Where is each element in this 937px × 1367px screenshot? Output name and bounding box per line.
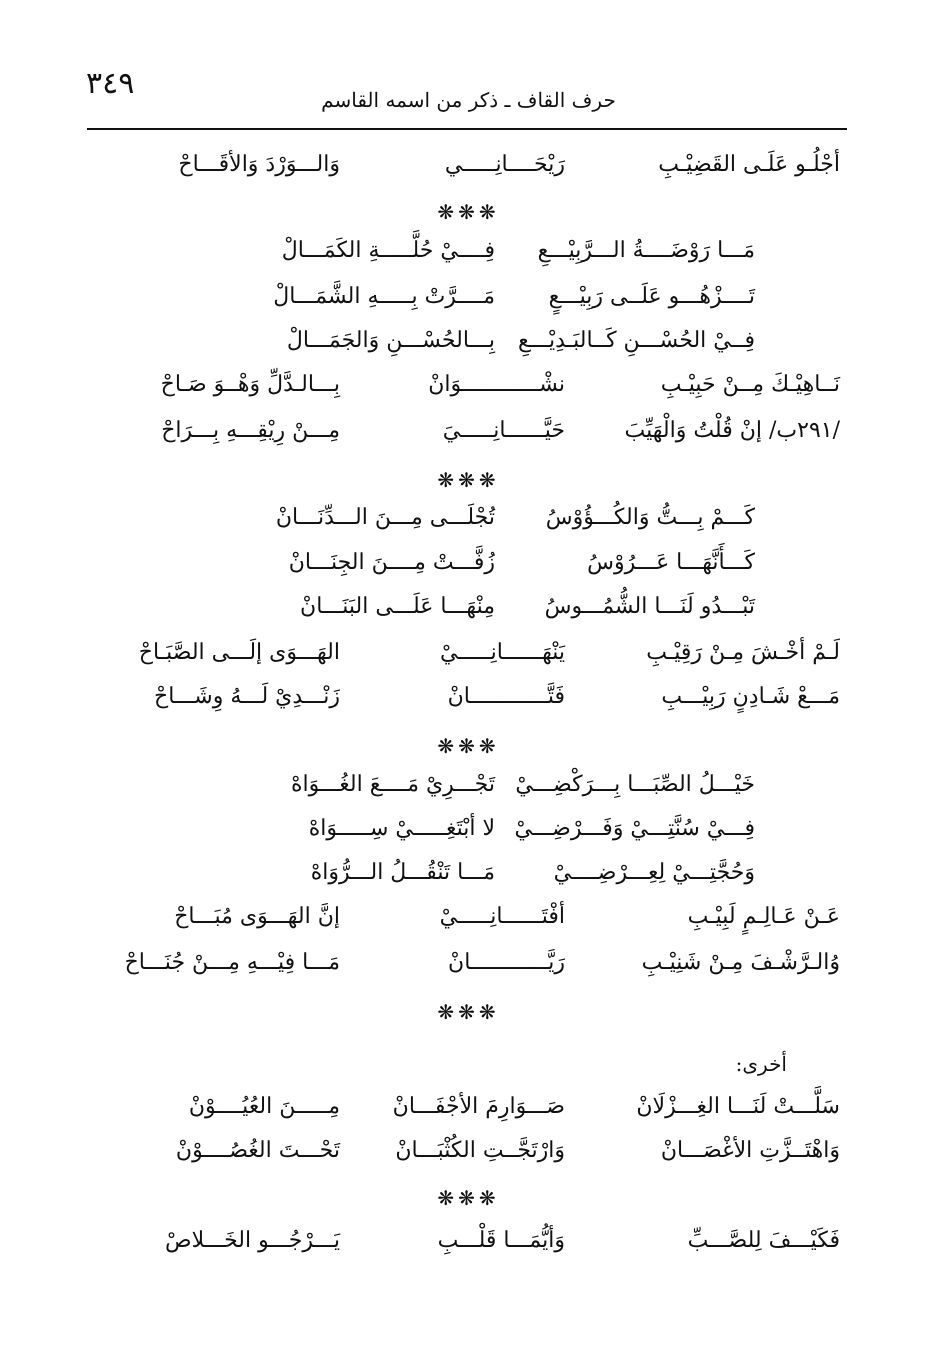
verse-part: مَـــا فِيْـــهِ مِـــنْ جُنَـــاحْ: [124, 950, 340, 975]
verse-part: مِنْهَـــا عَلَـــى البَنَـــانْ: [300, 594, 495, 619]
verse-part: لَـمْ أخْـشَ مِـنْ رَقِيْـبِ: [646, 640, 840, 665]
verse-line: [90, 1138, 840, 1178]
verse-part: مَــــرَّتْ بِـــــهِ الشَّمَـــالْ: [273, 284, 495, 309]
verse-line: [90, 772, 840, 812]
verse-part: عَـنْ عَـالِـمٍ لَبِيْـبِ: [687, 904, 840, 929]
verse-part: أفْتَــــــانِـــــيْ: [439, 904, 565, 929]
verse-line: [90, 284, 840, 324]
verse-line: [90, 860, 840, 900]
verse-part: بِـــالـدَّلِّ وَهْــوَ صَـاحْ: [160, 372, 340, 397]
verse-part: مَـــا رَوْضَــــةُ الـــرَّبِيْـــعِ: [537, 238, 755, 263]
verse-part: تَحْـــتَ الغُصُــــوْنْ: [175, 1138, 340, 1163]
running-head: حرف القاف ـ ذكر من اسمه القاسم: [321, 88, 616, 112]
verse-part: وَارْتَجَّــتِ الكُثْبَـــانْ: [395, 1138, 565, 1163]
verse-part: زُفَّـــتْ مِــــنَ الجِنَـــانْ: [288, 550, 495, 575]
verse-line: [90, 904, 840, 944]
verse-part: وَأيُّمَـــا قَلْـــبِ: [437, 1228, 565, 1253]
verse-part: أجْلُـو عَلَـى القَضِيْـبِ: [658, 152, 840, 177]
verse-part: وُالـرَّشْـفَ مِـنْ شَنِيْـبِ: [641, 950, 840, 975]
verse-part: يَنْهَــــــانِـــــيْ: [440, 640, 565, 665]
verse-line: [90, 594, 840, 634]
section-label: أخرى:: [735, 1052, 787, 1076]
verse-part: كَـــأَنَّهَـــا عَـــرُوْسُ: [587, 550, 755, 575]
verse-part: لا أبْتَغِـــــيْ سِـــــوَاهْ: [308, 816, 495, 841]
verse-part: مَـــعْ شَـادِنٍ رَبِيْـــبِ: [661, 684, 840, 709]
verse-part: مِـــــنَ العُيُــــوْنْ: [188, 1094, 340, 1119]
verse-part: حَيَّــــــانِـــــيَ: [442, 418, 565, 443]
verse-part: تَجْـــرِيْ مَــــعَ الغُـــوَاهْ: [290, 772, 495, 797]
verse-line: [90, 505, 840, 545]
verse-part: إنَّ الهَـــوَى مُبَـــاحْ: [174, 904, 340, 929]
verse-line: [90, 152, 840, 192]
stars-separator: ❋❋❋: [437, 1186, 500, 1210]
verse-part: وَالـــوَرْدَ وَالأقَـــاحْ: [178, 152, 340, 177]
verse-part: بِـــالحُسْـــنِ وَالجَمَـــالْ: [286, 328, 495, 353]
verse-part: تَــــزْهُـــو عَلَــى رَبِيْـــعٍ: [548, 284, 755, 309]
verse-part: صَـــوَارِمَ الأجْفَـــانْ: [392, 1094, 565, 1119]
verse-line: [90, 238, 840, 278]
verse-line: [90, 328, 840, 368]
verse-line: [90, 418, 840, 458]
page-number: ٣٤٩: [86, 66, 135, 101]
verse-line: [90, 640, 840, 680]
verse-part: وَحُجَّتِـــيْ لِعِـــرْضِــــيْ: [553, 860, 755, 885]
verse-part: خَيْـــلُ الصِّبَـــا بِـــرَكْضِـــيْ: [515, 772, 755, 797]
stars-separator: ❋❋❋: [437, 734, 500, 758]
verse-part: نشْــــــــــــوَانْ: [428, 372, 565, 397]
verse-part: وَاهْتَــزَّتِ الأغْصَـــانْ: [660, 1138, 840, 1163]
verse-line: [90, 372, 840, 412]
verse-part: فِــيْ الحُسْـــنِ كَــالبَـدِيْـــعِ: [517, 328, 755, 353]
verse-part: مَـــا تَنْقُـــلُ الـــرُّوَاهْ: [310, 860, 495, 885]
stars-separator: ❋❋❋: [437, 200, 500, 224]
verse-part: فِـــيْ سُنَّتِـــيْ وَفَـــرْضِـــيْ: [514, 816, 755, 841]
verse-part: /٢٩١ب/ إنْ قُلْتُ وَالْهَيِّبَ: [624, 418, 840, 443]
verse-part: كَـــمْ بِـــتُّ وَالكُـــؤُوْسُ: [545, 505, 755, 530]
header-rule: [87, 128, 847, 130]
verse-part: الهَـــوَى إلَـــى الصَّبَـاحْ: [138, 640, 340, 665]
verse-line: [90, 1228, 840, 1268]
verse-part: تَبْـــدُو لَنَـــا الشُّمُـــوسُ: [544, 594, 755, 619]
verse-part: نَــاهِيْـكَ مِــنْ حَبِيْـبِ: [660, 372, 840, 397]
verse-line: [90, 550, 840, 590]
verse-part: فَكَيْـــفَ لِلصَّـــبِّ: [687, 1228, 840, 1253]
verse-part: فِــــيْ حُلَّـــــةِ الكَمَـــالْ: [281, 238, 495, 263]
verse-part: تُجْلَـــى مِـــنَ الـــدِّنَـــانْ: [275, 505, 495, 530]
verse-line: [90, 816, 840, 856]
verse-line: [90, 950, 840, 990]
verse-part: سَلَّـــتْ لَنَـــا الغِـــزْلَانْ: [636, 1094, 840, 1119]
verse-part: زَنْـــدِيْ لَـــهُ وِشَـــاحْ: [154, 684, 340, 709]
verse-part: يَـــرْجُـــو الخَـــلاصْ: [165, 1228, 340, 1253]
verse-part: رَيْحَــــانِـــــي: [444, 152, 565, 177]
stars-separator: ❋❋❋: [437, 1000, 500, 1024]
verse-part: مِـــنْ رِيْقِـــهِ بِـــرَاحْ: [161, 418, 340, 443]
verse-line: [90, 1094, 840, 1134]
verse-part: فَتَّــــــــــــانْ: [447, 684, 565, 709]
verse-line: [90, 684, 840, 724]
stars-separator: ❋❋❋: [437, 468, 500, 492]
verse-part: رَيَّــــــــــــانْ: [448, 950, 565, 975]
